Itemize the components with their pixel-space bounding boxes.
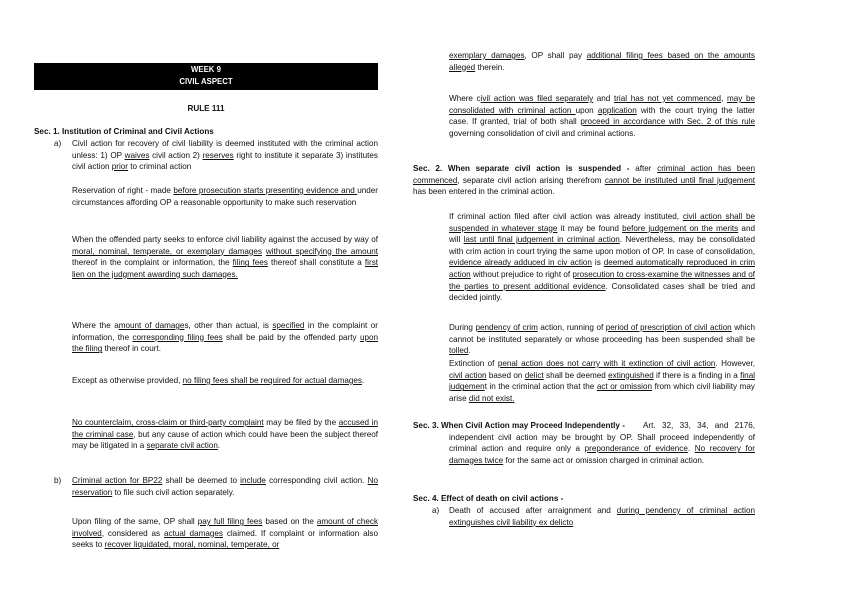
sec3-body xyxy=(449,420,755,466)
text-run: , OP shall pay xyxy=(524,51,587,60)
text-run: thereof shall constitute a xyxy=(267,258,365,268)
item-b-marker: b) xyxy=(54,476,62,485)
amount-paragraph xyxy=(72,320,378,355)
text-run: civil action 2) xyxy=(149,150,203,160)
text-run: shall be deemed xyxy=(543,370,609,380)
sec4-item-a xyxy=(449,505,755,528)
text-run: . Nevertheless, may be consolidated with crim action in court trying the same upon motion of OP. In case of consolidation, xyxy=(449,235,755,256)
enforce-paragraph xyxy=(72,234,378,280)
text-run: may be filed by the xyxy=(263,418,339,427)
text-run: civil action xyxy=(449,370,487,380)
text-run: No counterclaim, cross-claim or third-party complaint xyxy=(72,418,264,427)
text-run: and xyxy=(593,94,614,103)
text-run: did not exist. xyxy=(468,393,515,403)
text-run: additional filing fees based on the amounts alleged xyxy=(449,51,755,72)
text-run: proceed in accordance with Sec. 2 of this rule xyxy=(580,117,755,127)
text-run: prior xyxy=(111,162,129,172)
text-run: is xyxy=(591,258,604,268)
text-run: . xyxy=(217,441,221,451)
text-run: it may be found xyxy=(557,223,623,233)
text-run: thereof in court. xyxy=(102,344,161,354)
text-run: and will xyxy=(449,223,755,245)
text-run: delict xyxy=(524,370,544,380)
text-run: after xyxy=(629,164,658,173)
text-run: actual damages xyxy=(163,528,223,538)
sec1-heading: Sec. 1. Institution of Criminal and Civil Actions xyxy=(34,127,214,136)
sec3-heading: Sec. 3. When Civil Action may Proceed Independently - xyxy=(413,421,625,430)
text-run: action, running of xyxy=(537,323,606,332)
text-run: without prejudice to right of xyxy=(470,269,573,279)
text-run: penal action does not carry with it extinction of civil action xyxy=(497,359,716,368)
text-run: based on the xyxy=(262,517,317,526)
week-title: WEEK 9 xyxy=(191,65,221,74)
text-run: right to institute it separate 3) institutes civil action xyxy=(72,150,378,172)
upon-filing-paragraph xyxy=(72,516,378,551)
text-run: Upon filing of the same, OP shall xyxy=(72,517,198,526)
text-run: cannot be instituted until final judgement xyxy=(604,175,755,185)
text-run: thereof in the complaint or information, the xyxy=(72,258,233,268)
text-run: without specifying the amount xyxy=(265,246,378,256)
rule-title: RULE 111 xyxy=(187,104,225,113)
text-run: pay full filing fees xyxy=(197,517,263,526)
text-run: , but any cause of action which could have been the subject thereof may be litigated in a xyxy=(72,429,378,451)
text-run: Art. 32, 33, 34, and 2176, independent civil action may be brought by OP. Shall proceed independently of criminal action and require only a xyxy=(449,421,755,454)
counterclaim-paragraph xyxy=(72,417,378,452)
text-run: exemplary damages xyxy=(449,51,525,60)
text-run: based on xyxy=(486,370,525,380)
text-run: deemed automatically reproduced in crim action xyxy=(449,258,755,279)
text-run: criminal action has been commenced xyxy=(413,164,755,185)
text-run: reserves xyxy=(202,150,234,160)
text-run: act or omission xyxy=(596,382,653,392)
text-run: final judgemen xyxy=(449,370,756,392)
text-run: , xyxy=(721,94,727,103)
text-run: Sec. 2. When separate civil action is suspended - xyxy=(413,164,630,173)
text-run: , considered as xyxy=(101,528,164,538)
text-run: . xyxy=(687,444,695,454)
text-run: shall be paid by the offended party xyxy=(222,332,360,342)
week-banner xyxy=(34,63,378,90)
text-run: ivil action was filed separately xyxy=(480,94,594,103)
text-run: Civil action for recovery of civil liability is deemed instituted with the criminal action unless: 1) OP xyxy=(72,139,378,160)
text-run: trial has not yet commenced xyxy=(613,94,722,103)
section-subtitle: CIVIL ASPECT xyxy=(179,77,233,86)
text-run: amount of check involved xyxy=(72,517,379,538)
text-run: period of prescription of civil action xyxy=(605,323,732,332)
text-run: first lien on the judgment awarding such damages. xyxy=(72,258,379,279)
text-run: accused in the criminal case xyxy=(72,418,379,439)
sec4-item-a-marker: a) xyxy=(432,506,440,515)
text-run: Death of accused after arraignment and xyxy=(449,506,617,515)
text-run: filing fees xyxy=(232,258,268,268)
text-run: separate civil action xyxy=(146,441,218,451)
text-run: upon xyxy=(575,105,598,115)
text-run: If criminal action filed after civil action was already instituted, xyxy=(449,212,683,221)
text-run: preponderance of evidence xyxy=(584,444,688,454)
item-a-paragraph xyxy=(72,138,378,173)
text-run: claimed. If complaint or information also seeks to xyxy=(72,528,378,550)
if-filed-paragraph xyxy=(449,211,755,304)
text-run: corresponding civil action. xyxy=(265,476,368,485)
text-run: civil action shall be suspended in whatever stage xyxy=(449,212,755,233)
where-separate-paragraph xyxy=(449,93,755,139)
text-run: to file such civil action separately. xyxy=(112,487,235,497)
text-run: in the complaint or information, the xyxy=(72,321,378,342)
text-run: Except as otherwise provided, xyxy=(72,376,183,385)
text-run: moral, nominal, temperate, or exemplary damages xyxy=(72,246,262,256)
text-run: before judgement on the merits xyxy=(622,223,739,233)
text-run: s, other than actual, is xyxy=(184,321,273,330)
sec4-heading: Sec. 4. Effect of death on civil actions - xyxy=(413,494,564,503)
text-run: from which civil liability may arise xyxy=(449,382,755,403)
reservation-paragraph xyxy=(72,185,378,208)
text-run: last until final judgement in criminal action xyxy=(463,235,620,245)
text-run: for the same act or omission charged in criminal action. xyxy=(503,455,705,465)
text-run: include xyxy=(240,476,266,485)
text-run: t in the criminal action that the xyxy=(484,382,597,392)
text-run: Where c xyxy=(449,94,481,103)
sec2-paragraph xyxy=(413,163,755,198)
text-run: specified xyxy=(272,321,305,330)
text-run: mount of damage xyxy=(118,321,185,330)
text-run: , separate civil action arising therefrom xyxy=(457,175,605,185)
text-run: Where the a xyxy=(72,321,119,330)
during-pendency-paragraph xyxy=(449,322,755,357)
text-run: corresponding filing fees xyxy=(132,332,223,342)
text-run: Reservation of right - made xyxy=(72,186,174,195)
text-run: before prosecution starts presenting evidence and xyxy=(173,186,358,195)
text-run: No reservation xyxy=(72,476,378,497)
text-run: Criminal action for BP22 xyxy=(72,476,163,485)
text-run: . xyxy=(468,346,471,356)
text-run: has been entered in the criminal action. xyxy=(413,187,555,197)
text-run: which cannot be instituted separately or whose proceeding has been suspended shall be xyxy=(449,323,755,344)
continued-paragraph xyxy=(449,50,755,73)
text-run: if there is a finding in a xyxy=(653,370,741,380)
text-run: prosecution to cross-examine the witnesses and of the parties to present additional evidence xyxy=(449,269,755,291)
text-run: No recovery for damages twice xyxy=(449,444,755,465)
text-run: When the offended party seeks to enforce civil liability against the accused by way of xyxy=(72,235,378,244)
text-run: During xyxy=(449,323,476,332)
text-run: may be consolidated with criminal action xyxy=(449,94,755,115)
text-run: during pendency of criminal action extinguishes civil liability ex delicto xyxy=(449,506,755,527)
text-run: . xyxy=(361,376,365,385)
text-run: recover liquidated, moral, nominal, temperate, or xyxy=(104,540,280,550)
text-run: upon the filing xyxy=(72,332,379,354)
text-run: tolled xyxy=(449,346,469,356)
text-run: governing consolidation of civil and criminal actions. xyxy=(449,128,636,138)
item-b-paragraph xyxy=(72,475,378,498)
text-run: . Consolidated cases shall be tried and decided jointly. xyxy=(449,281,755,303)
text-run: to criminal action xyxy=(128,162,192,172)
item-a-marker: a) xyxy=(54,139,62,148)
text-run: evidence already adduced in civ action xyxy=(449,258,592,268)
text-run: Extinction of xyxy=(449,359,498,368)
text-run: therein. xyxy=(475,62,505,72)
text-run: pendency of crim xyxy=(475,323,538,332)
except-paragraph xyxy=(72,375,378,387)
text-run: application xyxy=(597,105,637,115)
text-run: with the court trying the latter case. If granted, trial of both shall xyxy=(449,105,755,127)
text-run: extinguished xyxy=(608,370,654,380)
text-run: waives xyxy=(124,150,150,160)
extinction-paragraph xyxy=(449,358,755,404)
text-run: under circumstances affording OP a reasonable opportunity to make such reservation xyxy=(72,186,378,207)
text-run: shall be deemed to xyxy=(162,476,241,485)
text-run: . However, xyxy=(715,359,755,368)
text-run: no filing fees shall be required for actual damages xyxy=(182,376,362,385)
